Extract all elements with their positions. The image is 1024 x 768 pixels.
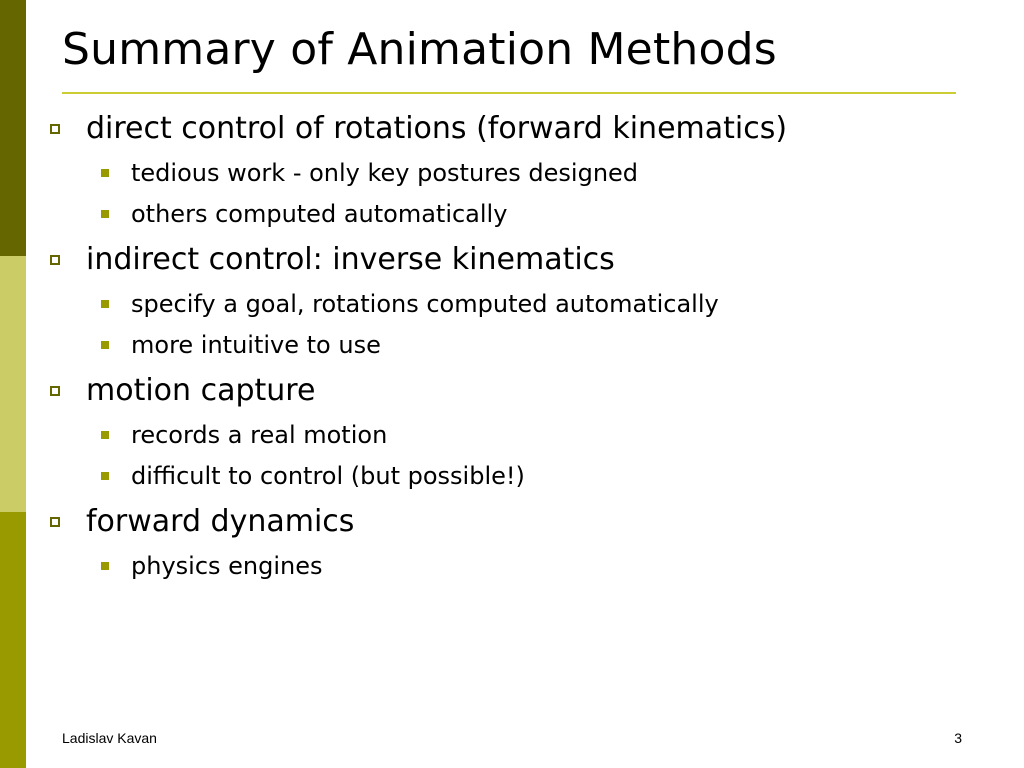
level2-bullet-icon [101,472,109,480]
slide-number: 3 [954,730,962,746]
sub-bullet-text: specify a goal, rotations computed automatically [131,290,719,318]
level1-bullet-icon [50,255,60,265]
sub-bullet-text: difficult to control (but possible!) [131,462,525,490]
sub-bullet-text: tedious work - only key postures designed [131,159,639,187]
bullet-text: forward dynamics [86,504,355,539]
level2-bullet-icon [101,169,109,177]
level2-bullet-icon [101,341,109,349]
sub-bullet-text: records a real motion [131,421,388,449]
level2-bullet-icon [101,431,109,439]
level1-bullet-icon [50,124,60,134]
slide-title: Summary of Animation Methods [62,24,777,75]
level1-bullet-icon [50,386,60,396]
level1-bullet-icon [50,517,60,527]
bullet-text: direct control of rotations (forward kinematics) [86,111,788,146]
sub-bullet-text: physics engines [131,552,323,580]
sub-bullet-text: more intuitive to use [131,331,381,359]
bullet-text: motion capture [86,373,316,408]
bullet-text: indirect control: inverse kinematics [86,242,615,277]
sub-bullet-text: others computed automatically [131,200,508,228]
level2-bullet-icon [101,300,109,308]
footer-author: Ladislav Kavan [62,730,157,746]
level2-bullet-icon [101,210,109,218]
level2-bullet-icon [101,562,109,570]
